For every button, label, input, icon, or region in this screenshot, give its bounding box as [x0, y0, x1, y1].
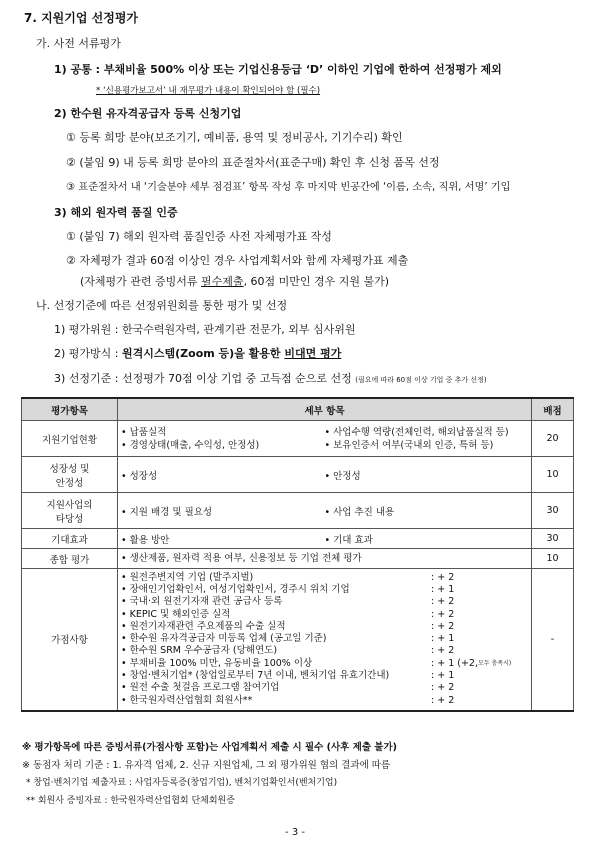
- khnp-item-3: ③ 표준절차서 내 ‘기술분야 세부 점검표’ 항목 작성 후 마지막 빈공간에 ‘이름, 소속, 직위, 서명’ 기입: [66, 182, 511, 193]
- table-row: [22, 493, 574, 529]
- subsection-na: 나. 선정기준에 따른 선정위원회를 통한 평가 및 선정: [36, 299, 288, 312]
- table-row: [22, 421, 574, 457]
- bonus-item-label: • 원전기자재관련 주요제품의 수출 실적: [121, 620, 286, 632]
- bonus-item-label: • 장애인기업확인서, 여성기업확인서, 경주시 위치 기업: [121, 583, 350, 595]
- row-name: 가점사항: [22, 569, 118, 711]
- row-score: 20: [532, 421, 574, 457]
- table-row: [22, 549, 574, 569]
- bonus-item-label: • 한수원 SRM 우수공급자 (당해연도): [121, 645, 278, 657]
- detail-item: • 성장성: [121, 470, 158, 482]
- table-row: [22, 457, 574, 493]
- bonus-item: [121, 633, 528, 645]
- bonus-item-points: : + 1: [431, 669, 455, 681]
- row-score: -: [532, 569, 574, 711]
- subsection-ga: 가. 사전 서류평가: [36, 37, 121, 50]
- row-score: 10: [532, 549, 574, 569]
- detail-item: • 지원 배경 및 필요성: [121, 506, 213, 518]
- bonus-item-points: : + 2: [431, 620, 455, 632]
- selection-criteria: [54, 372, 487, 387]
- row-detail: [118, 529, 532, 549]
- eval-method-system: 원격시스템(Zoom 등)을 활용한: [122, 347, 285, 360]
- bonus-item-label: • 부채비율 100% 미만, 유동비율 100% 이상: [121, 657, 313, 669]
- header-detail: 세부 항목: [118, 398, 532, 421]
- bonus-item: [121, 682, 528, 694]
- bonus-item-points: : + 1: [431, 633, 455, 645]
- row-name-line: 안정성: [55, 477, 84, 489]
- row-score: 30: [532, 529, 574, 549]
- overseas-item-2: ② 자체평가 결과 60점 이상인 경우 사업계획서와 함께 자체평가표 제출: [66, 254, 409, 267]
- note-startup: * 창업·벤처기업 제출자료 : 사업자등록증(창업기업), 벤처기업확인서(벤처기업): [26, 778, 338, 788]
- bonus-item-label: • 원전 수출 첫걸음 프로그램 참여기업: [121, 682, 280, 694]
- row-score: 30: [532, 493, 574, 529]
- detail-item: • 보유인증서 여부(국내외 인증, 특허 등): [324, 439, 494, 451]
- bonus-item: [121, 670, 528, 682]
- common-criteria-emph: 선정평가 제외: [434, 63, 502, 76]
- bonus-item: [121, 658, 528, 670]
- row-name-line: 타당성: [55, 513, 84, 525]
- eval-method-label: 2) 평가방식 :: [54, 347, 122, 360]
- bonus-item: [121, 621, 528, 633]
- selection-criteria-note: (필요에 따라 60점 이상 기업 중 추가 선정): [355, 376, 487, 384]
- bonus-item-label: • 한국원자력산업협회 회원사**: [121, 694, 253, 706]
- overseas-item-3: [80, 275, 389, 289]
- bonus-item: [121, 609, 528, 621]
- bonus-item: [121, 645, 528, 657]
- detail-item: • 납품실적: [121, 426, 167, 438]
- selection-criteria-text: 3) 선정기준 : 선정평가 70점 이상 기업 중 고득점 순으로 선정: [54, 372, 356, 385]
- bonus-item-label: • 한수원 유자격공급자 미등록 업체 (공고일 기준): [121, 633, 327, 645]
- table-row: [22, 529, 574, 549]
- row-detail: [118, 421, 532, 457]
- bonus-item: [121, 572, 528, 584]
- khnp-item-1: ① 등록 희망 분야(보조기기, 예비품, 용역 및 정비공사, 기기수리) 확인: [66, 131, 403, 144]
- bonus-list: [118, 569, 532, 711]
- detail-item: • 경영상태(매출, 수익성, 안정성): [121, 439, 260, 451]
- bonus-item-label: • 창업·벤처기업* (창업일로부터 7년 이내, 벤처기업 유효기간내): [121, 669, 390, 681]
- bonus-item: [121, 695, 528, 707]
- bonus-item-extra: 모두 충족시): [478, 659, 512, 667]
- row-detail: [118, 493, 532, 529]
- row-detail: [118, 457, 532, 493]
- row-name: [22, 493, 118, 529]
- row-name-line: 지원사업의: [46, 499, 93, 511]
- overseas-item-3b: , 60점 미만인 경우 지원 불가): [243, 275, 390, 288]
- overseas-item-1: ① (붙임 7) 해외 원자력 품질인증 사전 자체평가표 작성: [66, 230, 332, 243]
- row-name: 기대효과: [22, 529, 118, 549]
- credit-report-note: * ‘신용평가보고서’ 내 재무평가 내용이 확인되어야 함 (필수): [96, 86, 321, 96]
- bonus-item-points: : + 2: [431, 682, 455, 694]
- bonus-item-points: : + 2: [431, 571, 455, 583]
- evaluators: 1) 평가위원 : 한국수력원자력, 관계기관 전문가, 외부 심사위원: [54, 323, 356, 336]
- evaluation-table: [21, 397, 574, 712]
- detail-item: • 기대 효과: [324, 534, 373, 546]
- detail-item: • 생산제품, 원자력 적용 여부, 신용정보 등 기업 전체 평가: [121, 553, 362, 564]
- note-member: ** 회원사 증빙자료 : 한국원자력산업협회 단체회원증: [26, 796, 235, 806]
- note-tiebreak: ※ 동점자 처리 기준 : 1. 유자격 업체, 2. 신규 지원업체, 그 외 평가위원 협의 결과에 따름: [22, 760, 391, 771]
- common-criteria-text: 1) 공통 : 부채비율 500% 이상 또는 기업신용등급 ‘D’ 이하인 기업에 한하여: [54, 63, 435, 76]
- row-name-line: 성장성 및: [49, 463, 90, 475]
- table-row: [22, 569, 574, 711]
- section-title: 7. 지원기업 선정평가: [24, 11, 139, 25]
- header-item: 평가항목: [22, 398, 118, 421]
- bonus-item-label: • KEPIC 및 해외인증 실적: [121, 608, 231, 620]
- page-number: - 3 -: [285, 827, 305, 838]
- bonus-item: [121, 584, 528, 596]
- khnp-supplier-title: 2) 한수원 유자격공급자 등록 신청기업: [54, 107, 242, 120]
- bonus-item: [121, 596, 528, 608]
- common-criteria: [54, 63, 502, 77]
- khnp-item-2: ② (붙임 9) 내 등록 희망 분야의 표준절차서(표준구매) 확인 후 신청 품목 선정: [66, 156, 440, 169]
- bonus-item-label: • 국내·외 원전기자재 관련 공급사 등록: [121, 596, 283, 608]
- bonus-item-points: : + 2: [431, 645, 455, 657]
- detail-item: • 사업수행 역량(전체인력, 해외납품실적 등): [324, 426, 509, 438]
- row-name: 지원기업현황: [22, 421, 118, 457]
- note-evidence: ※ 평가항목에 따른 증빙서류(가점사항 포함)는 사업계획서 제출 시 필수 (사후 제출 불가): [22, 742, 398, 753]
- overseas-item-3-required: 필수제출: [201, 275, 244, 288]
- row-score: 10: [532, 457, 574, 493]
- detail-item: • 안정성: [324, 470, 361, 482]
- overseas-item-3a: (자체평가 관련 증빙서류: [80, 275, 202, 288]
- header-score: 배점: [532, 398, 574, 421]
- row-name: 종합 평가: [22, 549, 118, 569]
- row-detail: [118, 549, 532, 569]
- bonus-item-points: : + 1: [431, 583, 455, 595]
- row-name: [22, 457, 118, 493]
- bonus-item-points: : + 2: [431, 694, 455, 706]
- bonus-item-points: : + 1 (+2,: [431, 657, 478, 669]
- bonus-item-points: : + 2: [431, 608, 455, 620]
- bonus-item-points: : + 2: [431, 596, 455, 608]
- detail-item: • 활용 방안: [121, 534, 170, 546]
- table-header: [22, 398, 574, 421]
- bonus-item-label: • 원전주변지역 기업 (발주지벌): [121, 571, 254, 583]
- overseas-cert-title: 3) 해외 원자력 품질 인증: [54, 206, 178, 219]
- detail-item: • 사업 추진 내용: [324, 506, 395, 518]
- eval-method: [54, 347, 341, 361]
- eval-method-untact: 비대면 평가: [284, 347, 342, 360]
